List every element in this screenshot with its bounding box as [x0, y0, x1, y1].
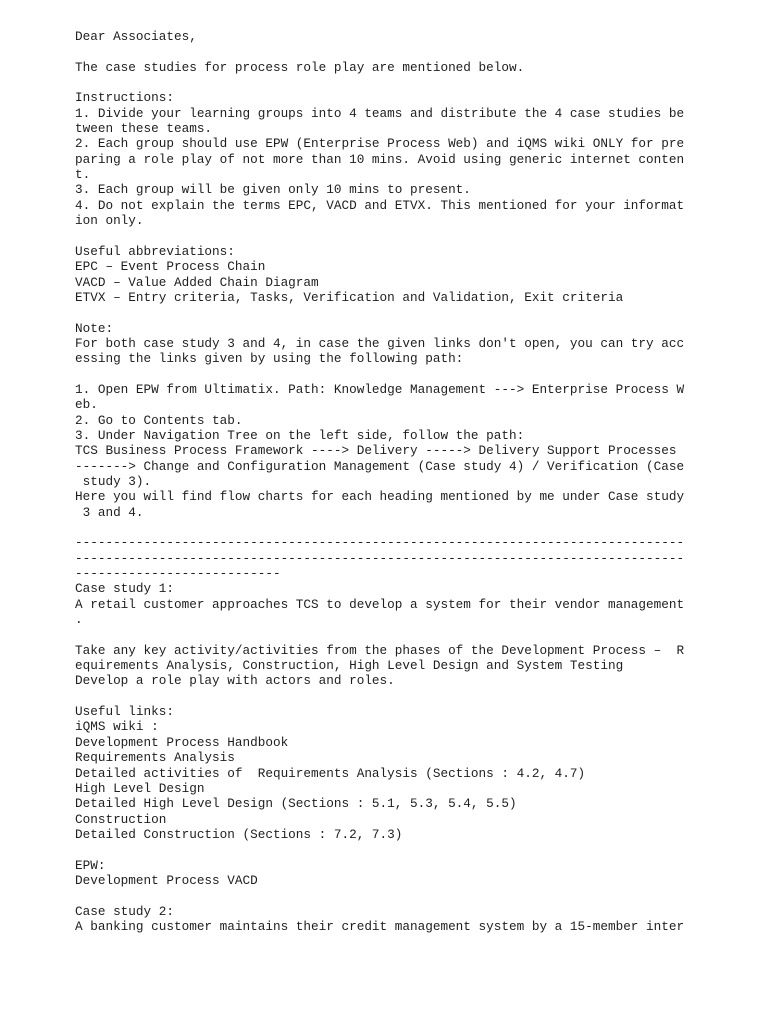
text-line: Dear Associates, [75, 29, 197, 44]
text-line: Detailed activities of Requirements Analysis (Sections : 4.2, 4.7) [75, 765, 586, 781]
text-line: Useful links: [75, 704, 174, 720]
blank-line [75, 888, 755, 903]
text-line: -------------------------------------------------------------------------------- [75, 535, 685, 551]
text-line: Note: [75, 320, 114, 336]
text-line: -------------------------------------------------------------------------------- [75, 550, 685, 566]
text-line: 2. Go to Contents tab. [75, 412, 243, 428]
text-line: tween these teams. [75, 121, 213, 137]
text-line: . [75, 612, 83, 628]
text-line: The case studies for process role play are mentioned below. [75, 59, 525, 75]
document-page [75, 29, 755, 934]
blank-line [75, 627, 755, 642]
text-line: 3. Each group will be given only 10 mins to present. [75, 182, 471, 198]
text-line: equirements Analysis, Construction, High Level Design and System Testing [75, 658, 624, 674]
blank-line [75, 520, 755, 535]
text-line: ion only. [75, 213, 144, 229]
text-line: 1. Divide your learning groups into 4 teams and distribute the 4 case studies be [75, 105, 685, 121]
text-line: --------------------------- [75, 566, 281, 582]
text-line: Case study 2: [75, 903, 174, 919]
blank-line [75, 689, 755, 704]
text-line: TCS Business Process Framework ----> Delivery -----> Delivery Support Processes [75, 443, 677, 459]
text-line: Development Process Handbook [75, 734, 289, 750]
text-line: 3 and 4. [75, 504, 144, 520]
text-line: ETVX – Entry criteria, Tasks, Verification and Validation, Exit criteria [75, 289, 624, 305]
text-line: Case study 1: [75, 581, 174, 597]
text-line: VACD – Value Added Chain Diagram [75, 274, 319, 290]
text-line: EPW: [75, 857, 106, 873]
text-line: Instructions: [75, 90, 174, 106]
blank-line [75, 367, 755, 382]
text-line: study 3). [75, 473, 152, 489]
blank-line [75, 842, 755, 857]
text-line: Construction [75, 811, 167, 827]
text-line: Development Process VACD [75, 872, 258, 888]
text-line: High Level Design [75, 780, 205, 796]
text-line: 1. Open EPW from Ultimatix. Path: Knowledge Management ---> Enterprise Process W [75, 381, 685, 397]
text-line: For both case study 3 and 4, in case the given links don't open, you can try acc [75, 335, 685, 351]
text-line: 2. Each group should use EPW (Enterprise Process Web) and iQMS wiki ONLY for pre [75, 136, 685, 152]
text-line: Detailed Construction (Sections : 7.2, 7.3) [75, 826, 403, 842]
text-line: eb. [75, 397, 98, 413]
text-line: t. [75, 167, 91, 183]
blank-line [75, 44, 755, 59]
text-line: EPC – Event Process Chain [75, 259, 266, 275]
text-line: iQMS wiki : [75, 719, 159, 735]
text-line: 3. Under Navigation Tree on the left side, follow the path: [75, 427, 525, 443]
blank-line [75, 75, 755, 90]
text-line: Here you will find flow charts for each heading mentioned by me under Case study [75, 489, 685, 505]
text-line: Detailed High Level Design (Sections : 5.1, 5.3, 5.4, 5.5) [75, 796, 517, 812]
text-line: A banking customer maintains their credit management system by a 15-member inter [75, 918, 685, 934]
text-line: Requirements Analysis [75, 750, 235, 766]
blank-line [75, 228, 755, 243]
text-line: Take any key activity/activities from the phases of the Development Process – R [75, 642, 685, 658]
text-line: A retail customer approaches TCS to develop a system for their vendor management [75, 596, 685, 612]
text-line: Useful abbreviations: [75, 243, 235, 259]
text-line: 4. Do not explain the terms EPC, VACD and ETVX. This mentioned for your informat [75, 197, 685, 213]
blank-line [75, 305, 755, 320]
text-line: paring a role play of not more than 10 mins. Avoid using generic internet conten [75, 151, 685, 167]
text-line: essing the links given by using the following path: [75, 351, 464, 367]
text-line: -------> Change and Configuration Management (Case study 4) / Verification (Case [75, 458, 685, 474]
text-line: Develop a role play with actors and roles. [75, 673, 395, 689]
